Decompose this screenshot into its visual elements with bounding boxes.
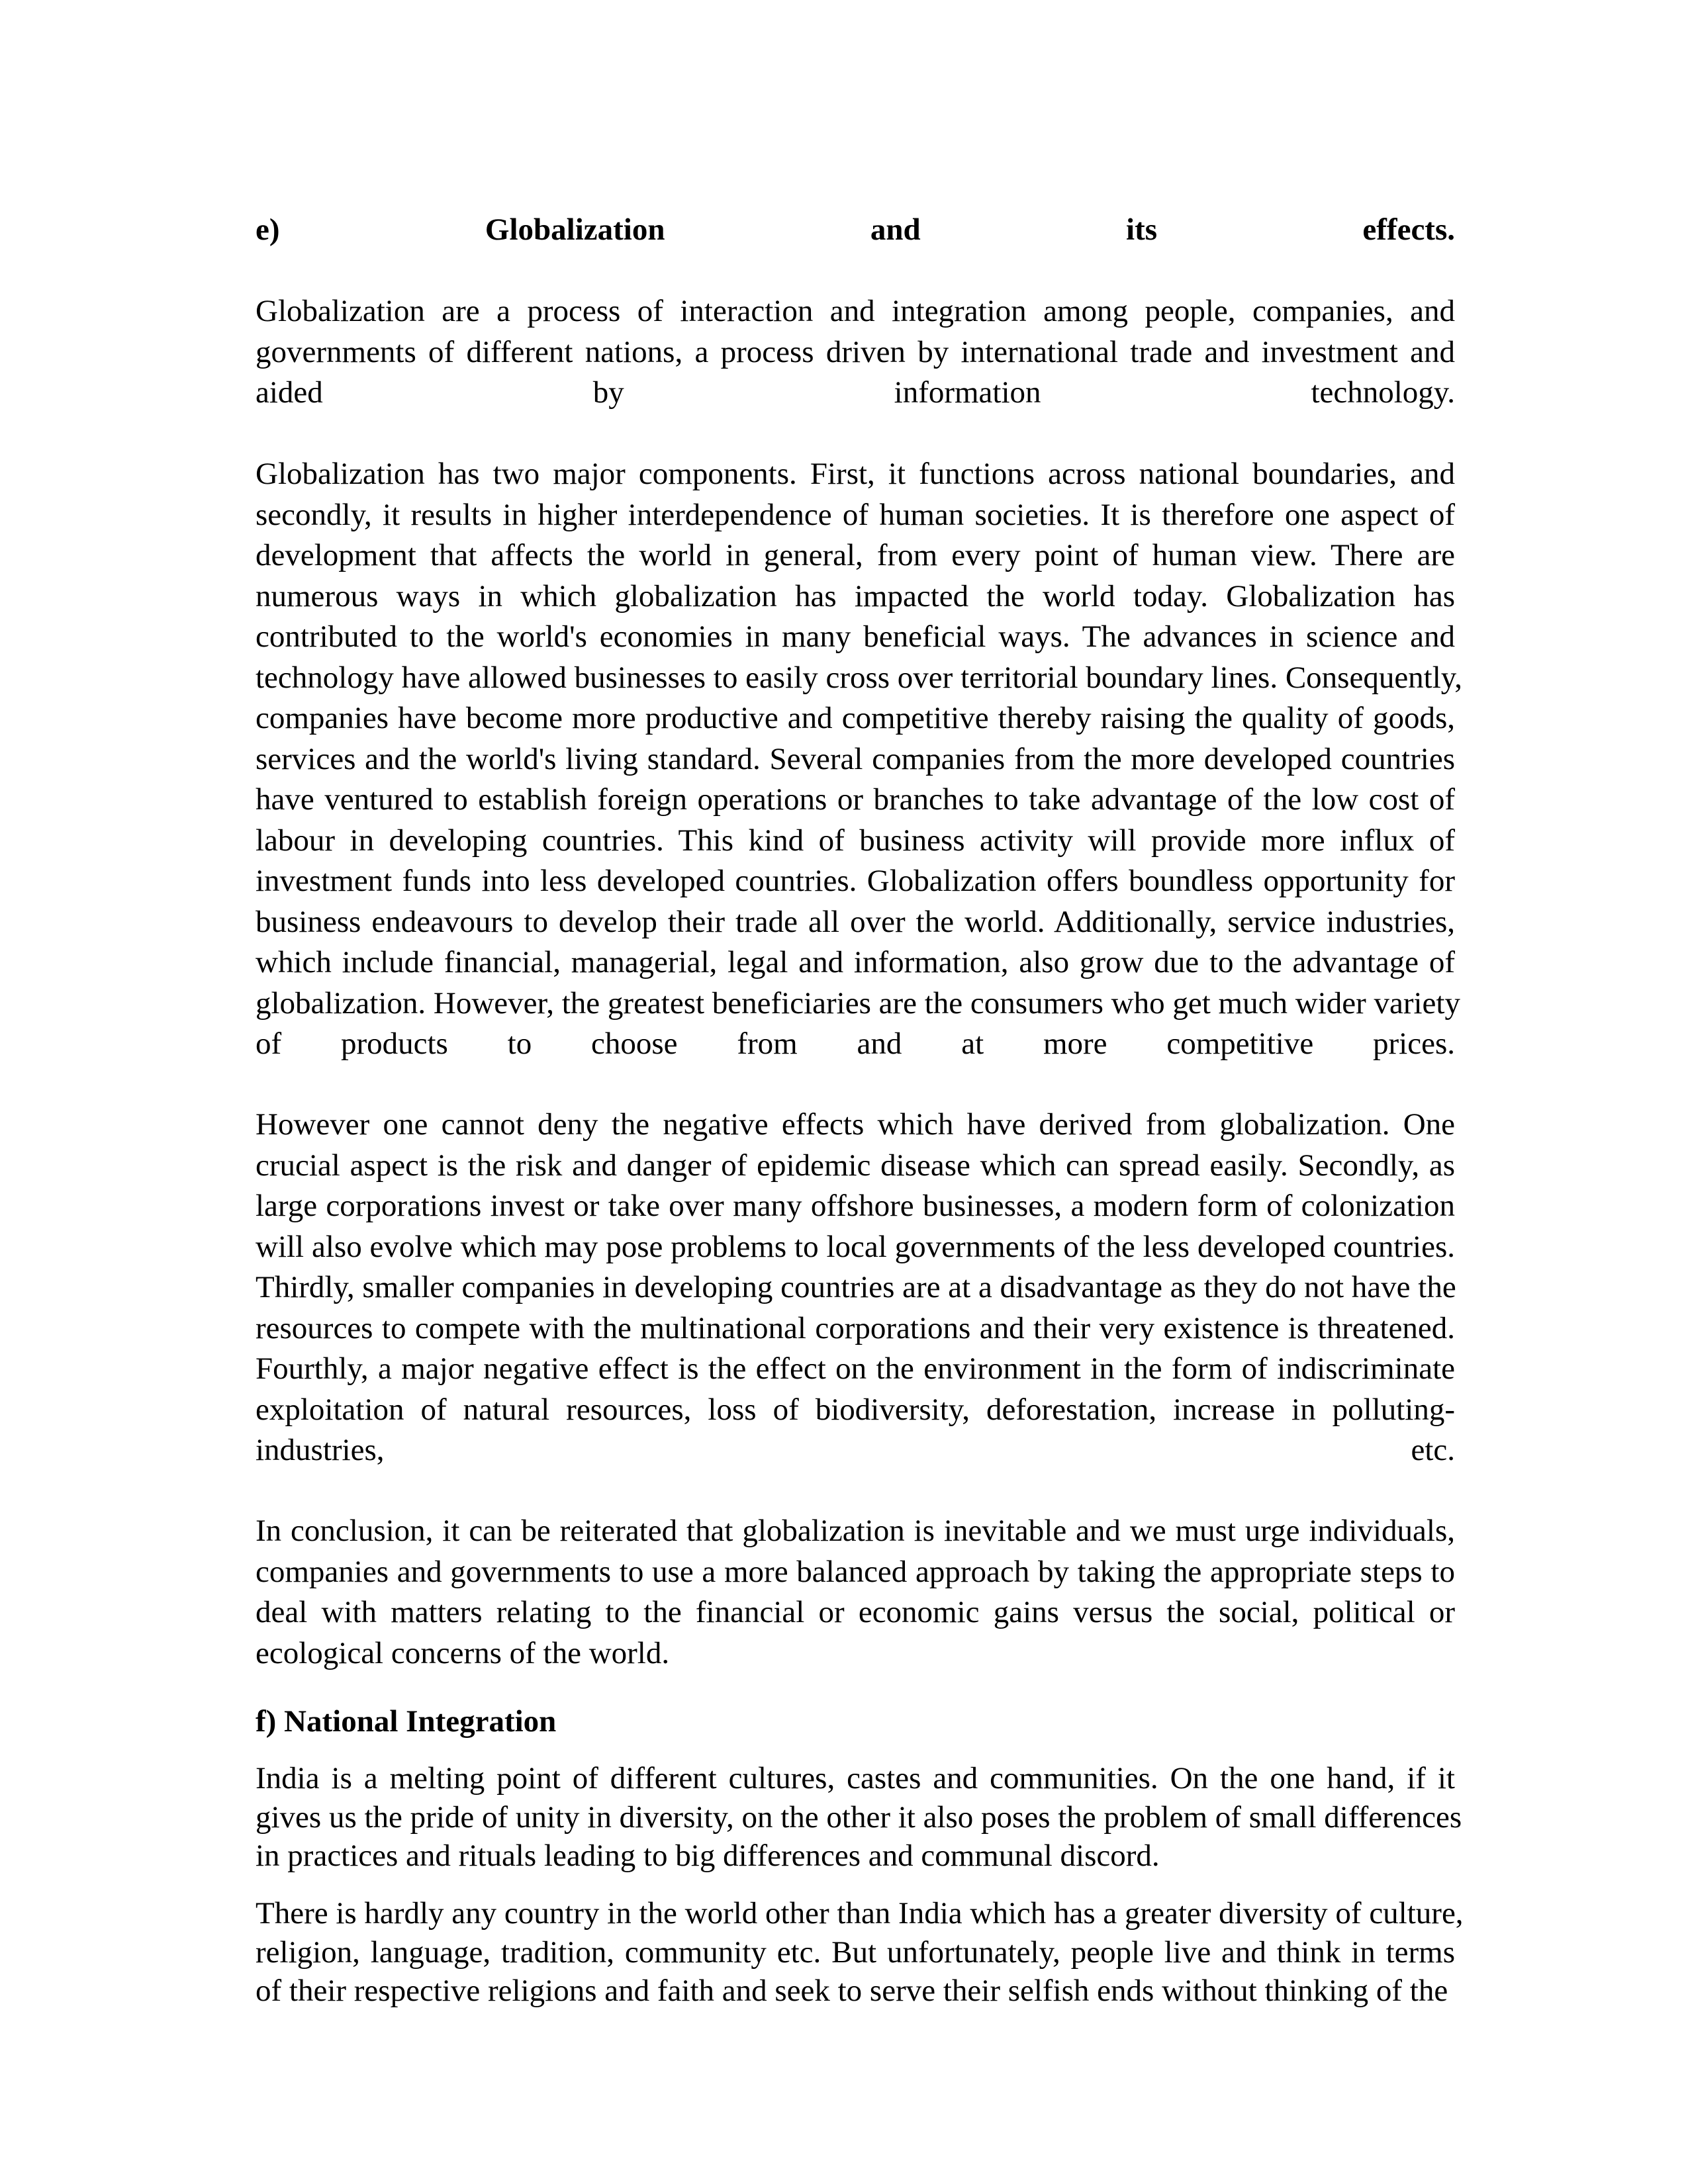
paragraph: [256, 291, 1455, 414]
text-line: contributed to the world's economies in many beneficial ways. The advances in science and: [256, 619, 1455, 654]
text-line: resources to compete with the multinational corporations and their very existence is threatened.: [256, 1310, 1455, 1345]
paragraph: [256, 1894, 1464, 2011]
text-line: ecological concerns of the world.: [256, 1635, 670, 1670]
section-e-heading: [256, 210, 1455, 251]
section-f-heading: [256, 1702, 1455, 1743]
text-line: aided by information technology.: [256, 375, 1455, 410]
text-line: companies have become more productive and competitive thereby raising the quality of goods,: [256, 701, 1455, 735]
text-line: exploitation of natural resources, loss of biodiversity, deforestation, increase in polluting-: [256, 1392, 1455, 1427]
text-line: globalization. However, the greatest beneficiaries are the consumers who get much wider variety: [256, 985, 1460, 1021]
text-line: Globalization are a process of interaction and integration among people, companies, and: [256, 294, 1455, 328]
text-line: have ventured to establish foreign operations or branches to take advantage of the low cost of: [256, 782, 1455, 817]
text-line: business endeavours to develop their trade all over the world. Additionally, service industries,: [256, 904, 1455, 939]
text-line: of products to choose from and at more competitive prices.: [256, 1026, 1455, 1061]
text-line: Thirdly, smaller companies in developing countries are at a disadvantage as they do not have the: [256, 1270, 1456, 1304]
text-line: deal with matters relating to the financial or economic gains versus the social, political or: [256, 1595, 1455, 1629]
text-line: of their respective religions and faith and seek to serve their selfish ends without thinking of the: [256, 1974, 1448, 2008]
text-line: India is a melting point of different cultures, castes and communities. On the one hand, if it: [256, 1761, 1455, 1796]
paragraph: [256, 1511, 1455, 1674]
text-line: religion, language, tradition, community etc. But unfortunately, people live and think in terms: [256, 1934, 1455, 1970]
paragraph: [256, 1759, 1462, 1876]
text-line: development that affects the world in general, from every point of human view. There are: [256, 538, 1455, 572]
text-line: crucial aspect is the risk and danger of epidemic disease which can spread easily. Secondly, as: [256, 1148, 1455, 1183]
text-line: large corporations invest or take over many offshore businesses, a modern form of colonization: [256, 1189, 1455, 1223]
text-line: technology have allowed businesses to easily cross over territorial boundary lines. Consequently,: [256, 660, 1462, 695]
text-line: labour in developing countries. This kind of business activity will provide more influx of: [256, 823, 1455, 858]
text-line: companies and governments to use a more balanced approach by taking the appropriate steps to: [256, 1554, 1455, 1589]
text-line: in practices and rituals leading to big differences and communal discord.: [256, 1839, 1160, 1873]
text-line: Globalization has two major components. First, it functions across national boundaries, and: [256, 457, 1455, 491]
text-line: Fourthly, a major negative effect is the effect on the environment in the form of indiscriminate: [256, 1351, 1455, 1386]
text-line: which include financial, managerial, legal and information, also grow due to the advantage of: [256, 945, 1455, 979]
text-line: industries, etc.: [256, 1433, 1455, 1467]
text-line: gives us the pride of unity in diversity, on the other it also poses the problem of small differences: [256, 1799, 1462, 1835]
heading-text: e) Globalization and its effects.: [256, 212, 1455, 247]
text-line: services and the world's living standard. Several companies from the more developed countries: [256, 741, 1455, 776]
paragraph: [256, 454, 1462, 1065]
text-line: secondly, it results in higher interdependence of human societies. It is therefore one aspect of: [256, 497, 1455, 532]
paragraph: [256, 1105, 1455, 1471]
text-line: governments of different nations, a process driven by international trade and investment and: [256, 334, 1455, 369]
text-line: In conclusion, it can be reiterated that globalization is inevitable and we must urge individuals,: [256, 1514, 1455, 1548]
text-line: numerous ways in which globalization has impacted the world today. Globalization has: [256, 578, 1455, 614]
text-line: There is hardly any country in the world other than India which has a greater diversity of culture,: [256, 1896, 1464, 1931]
text-line: However one cannot deny the negative effects which have derived from globalization. One: [256, 1107, 1455, 1142]
text-line: will also evolve which may pose problems to local governments of the less developed countries.: [256, 1229, 1455, 1264]
heading-text: f) National Integration: [256, 1704, 557, 1739]
text-line: investment funds into less developed countries. Globalization offers boundless opportunity for: [256, 864, 1455, 898]
